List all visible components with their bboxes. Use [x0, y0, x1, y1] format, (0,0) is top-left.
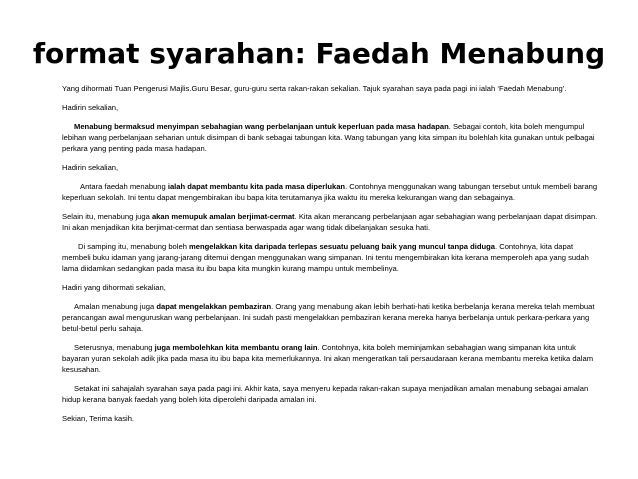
slide-title: format syarahan: Faedah Menabung	[32, 37, 606, 70]
text-span: Hadirin sekalian,	[62, 103, 119, 112]
paragraph-benefit-5	[62, 342, 600, 375]
text-span: . Contohnya menggunakan wang tabungan tersebut untuk membeli barang keperluan sekolah. Ini tentu dapat mengembirakan ibu bapa kita terutamanya jika waktu itu mereka kekurangan wang dan sebagainya.	[62, 182, 598, 202]
paragraph-benefit-1	[62, 181, 600, 203]
text-span: Hadirin sekalian,	[62, 163, 119, 172]
text-span: . Sebagai contoh, kita boleh mengumpul lebihan wang perbelanjaan seharian untuk disimpan di bank sebagai tabungan kita. Wang tabungan yang kita simpan itu bolehlah kita gunakan untuk pelbagai perkara yang penting pada masa hadapan.	[62, 122, 595, 153]
bold-span: mengelakkan kita daripada terlepas sesuatu peluang baik yang muncul tanpa diduga	[189, 242, 495, 251]
text-span: Di samping itu, menabung boleh	[78, 242, 190, 251]
bold-span: Menabung bermaksud menyimpan sebahagian wang perbelanjaan untuk keperluan pada masa hadapan	[74, 122, 449, 131]
bold-span: akan memupuk amalan berjimat-cermat	[151, 212, 295, 221]
text-span: Selain itu, menabung juga	[62, 212, 152, 221]
paragraph-greeting	[62, 162, 600, 173]
text-span: Yang dihormati Tuan Pengerusi Majlis.Guru Besar, guru-guru serta rakan-rakan sekalian. Tajuk syarahan saya pada pagi ini ialah ‘Faedah Menabung’.	[62, 84, 567, 93]
text-span: Seterusnya, menabung	[74, 343, 155, 352]
paragraph-benefit-2	[62, 211, 600, 233]
text-span: Amalan menabung juga	[74, 302, 157, 311]
paragraph-benefit-3	[62, 241, 600, 274]
bold-span: juga membolehkan kita membantu orang lain	[154, 343, 318, 352]
paragraph-definition	[62, 121, 600, 154]
text-span: Sekian, Terima kasih.	[62, 414, 135, 423]
bold-span: dapat mengelakkan pembaziran	[156, 302, 272, 311]
text-span: Setakat ini sahajalah syarahan saya pada pagi ini. Akhir kata, saya menyeru kepada rakan-rakan supaya menjadikan amalan menabung sebagai amalan hidup kerana banyak faedah yang boleh kita diperolehi daripada amalan ini.	[62, 384, 589, 404]
text-span: Hadiri yang dihormati sekalian,	[62, 283, 166, 292]
paragraph-signoff	[62, 413, 600, 424]
paragraph-closing	[62, 383, 600, 405]
text-span: . Kita akan merancang perbelanjaan agar sebahagian wang perbelanjaan dapat disimpan. Ini akan menjadikan kita berjimat-cermat dan sentiasa berwaspada agar wang tidak dibelanjakan sesuka hati.	[62, 212, 598, 232]
paragraph-benefit-4	[62, 301, 600, 334]
speech-body	[62, 83, 600, 432]
text-span: . Contohnya, kita dapat membeli buku idaman yang jarang-jarang ditemui dengan menggunakan wang simpanan. Ini tentu mengembirakan kita kerana memperoleh apa yang sudah lama diidamkan sedangkan pada masa itu ibu bapa kita mungkin kurang mampu untuk membelinya.	[62, 242, 589, 273]
text-span: . Orang yang menabung akan lebih berhati-hati ketika berbelanja kerana mereka telah membuat perancangan awal menguruskan wang perbelanjaan. Ini sudah pasti mengelakkan pembaziran kerana mereka hanya berbelanja untuk perkara-perkara yang betul-betul perlu sahaja.	[62, 302, 595, 333]
paragraph-greeting	[62, 102, 600, 113]
text-span: . Contohnya, kita boleh meminjamkan sebahagian wang simpanan kita untuk bayaran yuran sekolah adik jika pada masa itu ibu bapa kita memerlukannya. Ini akan mengeratkan tali persaudaraan kerana membantu mereka ketika dalam kesusahan.	[62, 343, 594, 374]
text-span: Antara faedah menabung	[80, 182, 168, 191]
bold-span: ialah dapat membantu kita pada masa diperlukan	[167, 182, 346, 191]
paragraph-opening	[62, 83, 600, 94]
paragraph-greeting	[62, 282, 600, 293]
